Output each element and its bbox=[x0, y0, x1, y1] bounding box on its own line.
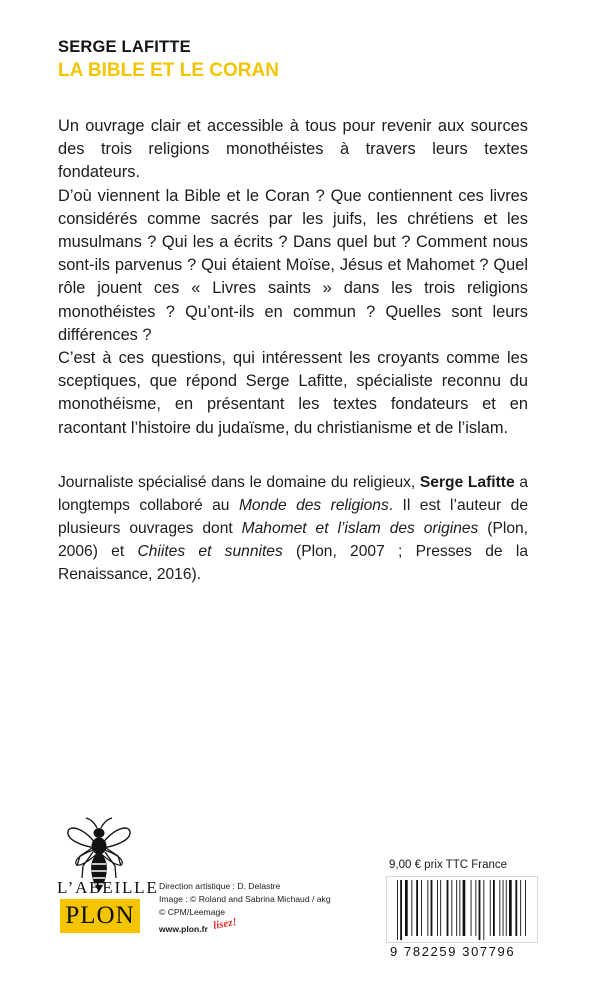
barcode-bar bbox=[471, 880, 472, 936]
barcode-bar bbox=[397, 880, 398, 940]
author-name: SERGE LAFITTE bbox=[58, 38, 191, 56]
barcode-bar bbox=[437, 880, 438, 936]
bio-magazine: Monde des religions bbox=[238, 497, 389, 514]
barcode-bar bbox=[503, 880, 504, 936]
blurb bbox=[58, 115, 528, 440]
barcode-bar bbox=[431, 880, 433, 936]
barcode-bar bbox=[456, 880, 457, 936]
barcode-bars bbox=[397, 880, 527, 940]
blurb-paragraph: C’est à ces questions, qui intéressent les croyants comme les sceptiques, que répond Serge Lafitte, spécialiste reconnu du monothéisme, en présentant les textes fondateurs et en racontant l’histoire du judaïsme, du christianisme et de l’islam. bbox=[58, 349, 528, 437]
barcode-bar bbox=[459, 880, 460, 936]
barcode-bar bbox=[440, 880, 441, 936]
barcode-bar bbox=[483, 880, 484, 940]
blurb-paragraph: D’où viennent la Bible et le Coran ? Que contiennent ces livres considérés comme sacrés par les juifs, les chrétiens et les musulmans ? Qui les a écrits ? Dans quel but ? Comment nous sont-ils parvenus ? Qui étaient Moïse, Jésus et Mahomet ? Quel rôle jouent ces « Livres saints » dans les trois religions monothéistes ? Qu’ont-ils en commun ? Quelles sont leurs différences ? bbox=[58, 186, 528, 344]
credit-line: Direction artistique : D. Delastre bbox=[159, 881, 281, 891]
barcode-bar bbox=[475, 880, 476, 936]
bio-text: (Plon, 2006) et bbox=[58, 520, 529, 560]
barcode-bar bbox=[463, 880, 466, 936]
imprint-name: L’ABEILLE bbox=[57, 878, 159, 897]
barcode-bar bbox=[427, 880, 428, 936]
barcode-bar bbox=[490, 880, 491, 936]
bio-book-title: Chiites et sunnites bbox=[137, 543, 283, 560]
website-link[interactable]: www.plon.fr bbox=[159, 924, 208, 934]
barcode-bar bbox=[400, 880, 402, 940]
bio-text: . Il est l’auteur de plusieurs ouvrages dont bbox=[58, 497, 528, 537]
bio-text: Journaliste spécialisé dans le domaine du religieux, bbox=[58, 474, 420, 491]
barcode-bar bbox=[525, 880, 526, 936]
blurb-paragraph: Un ouvrage clair et accessible à tous pour revenir aux sources des trois religions monothéistes à travers leurs textes fondateurs. bbox=[58, 117, 528, 182]
barcode-bar bbox=[451, 880, 452, 936]
barcode-bar bbox=[506, 880, 507, 936]
credits bbox=[159, 880, 331, 919]
author-bio bbox=[58, 471, 528, 586]
credit-line: Image : © Roland and Sabrina Michaud / akg bbox=[159, 894, 331, 904]
barcode-bar bbox=[493, 880, 495, 936]
publisher-logo: PLON bbox=[60, 899, 140, 933]
barcode-bar bbox=[499, 880, 500, 936]
barcode-bar bbox=[509, 880, 512, 936]
isbn: 9 782259 307796 bbox=[390, 944, 516, 959]
bio-author-name: Serge Lafitte bbox=[419, 474, 515, 491]
bio-text: (Plon, 2007 ; Presses de la Renaissance, 2016). bbox=[58, 543, 528, 583]
barcode-bar bbox=[405, 880, 408, 936]
barcode-bar bbox=[447, 880, 449, 936]
barcode-bar bbox=[479, 880, 481, 940]
barcode-bar bbox=[411, 880, 412, 936]
barcode bbox=[386, 876, 538, 943]
barcode-bar bbox=[421, 880, 422, 936]
bio-book-title: Mahomet et l’islam des origines bbox=[241, 520, 479, 537]
price: 9,00 € prix TTC France bbox=[389, 859, 508, 871]
barcode-bar bbox=[520, 880, 521, 936]
bio-text: a longtemps collaboré au bbox=[58, 474, 528, 514]
book-title: LA BIBLE ET LE CORAN bbox=[58, 60, 279, 81]
lisez-logo: lisez! bbox=[212, 916, 238, 932]
credit-line: © CPM/Leemage bbox=[159, 907, 226, 917]
barcode-bar bbox=[515, 880, 517, 936]
barcode-bar bbox=[416, 880, 418, 936]
bio-paragraph bbox=[58, 471, 528, 586]
